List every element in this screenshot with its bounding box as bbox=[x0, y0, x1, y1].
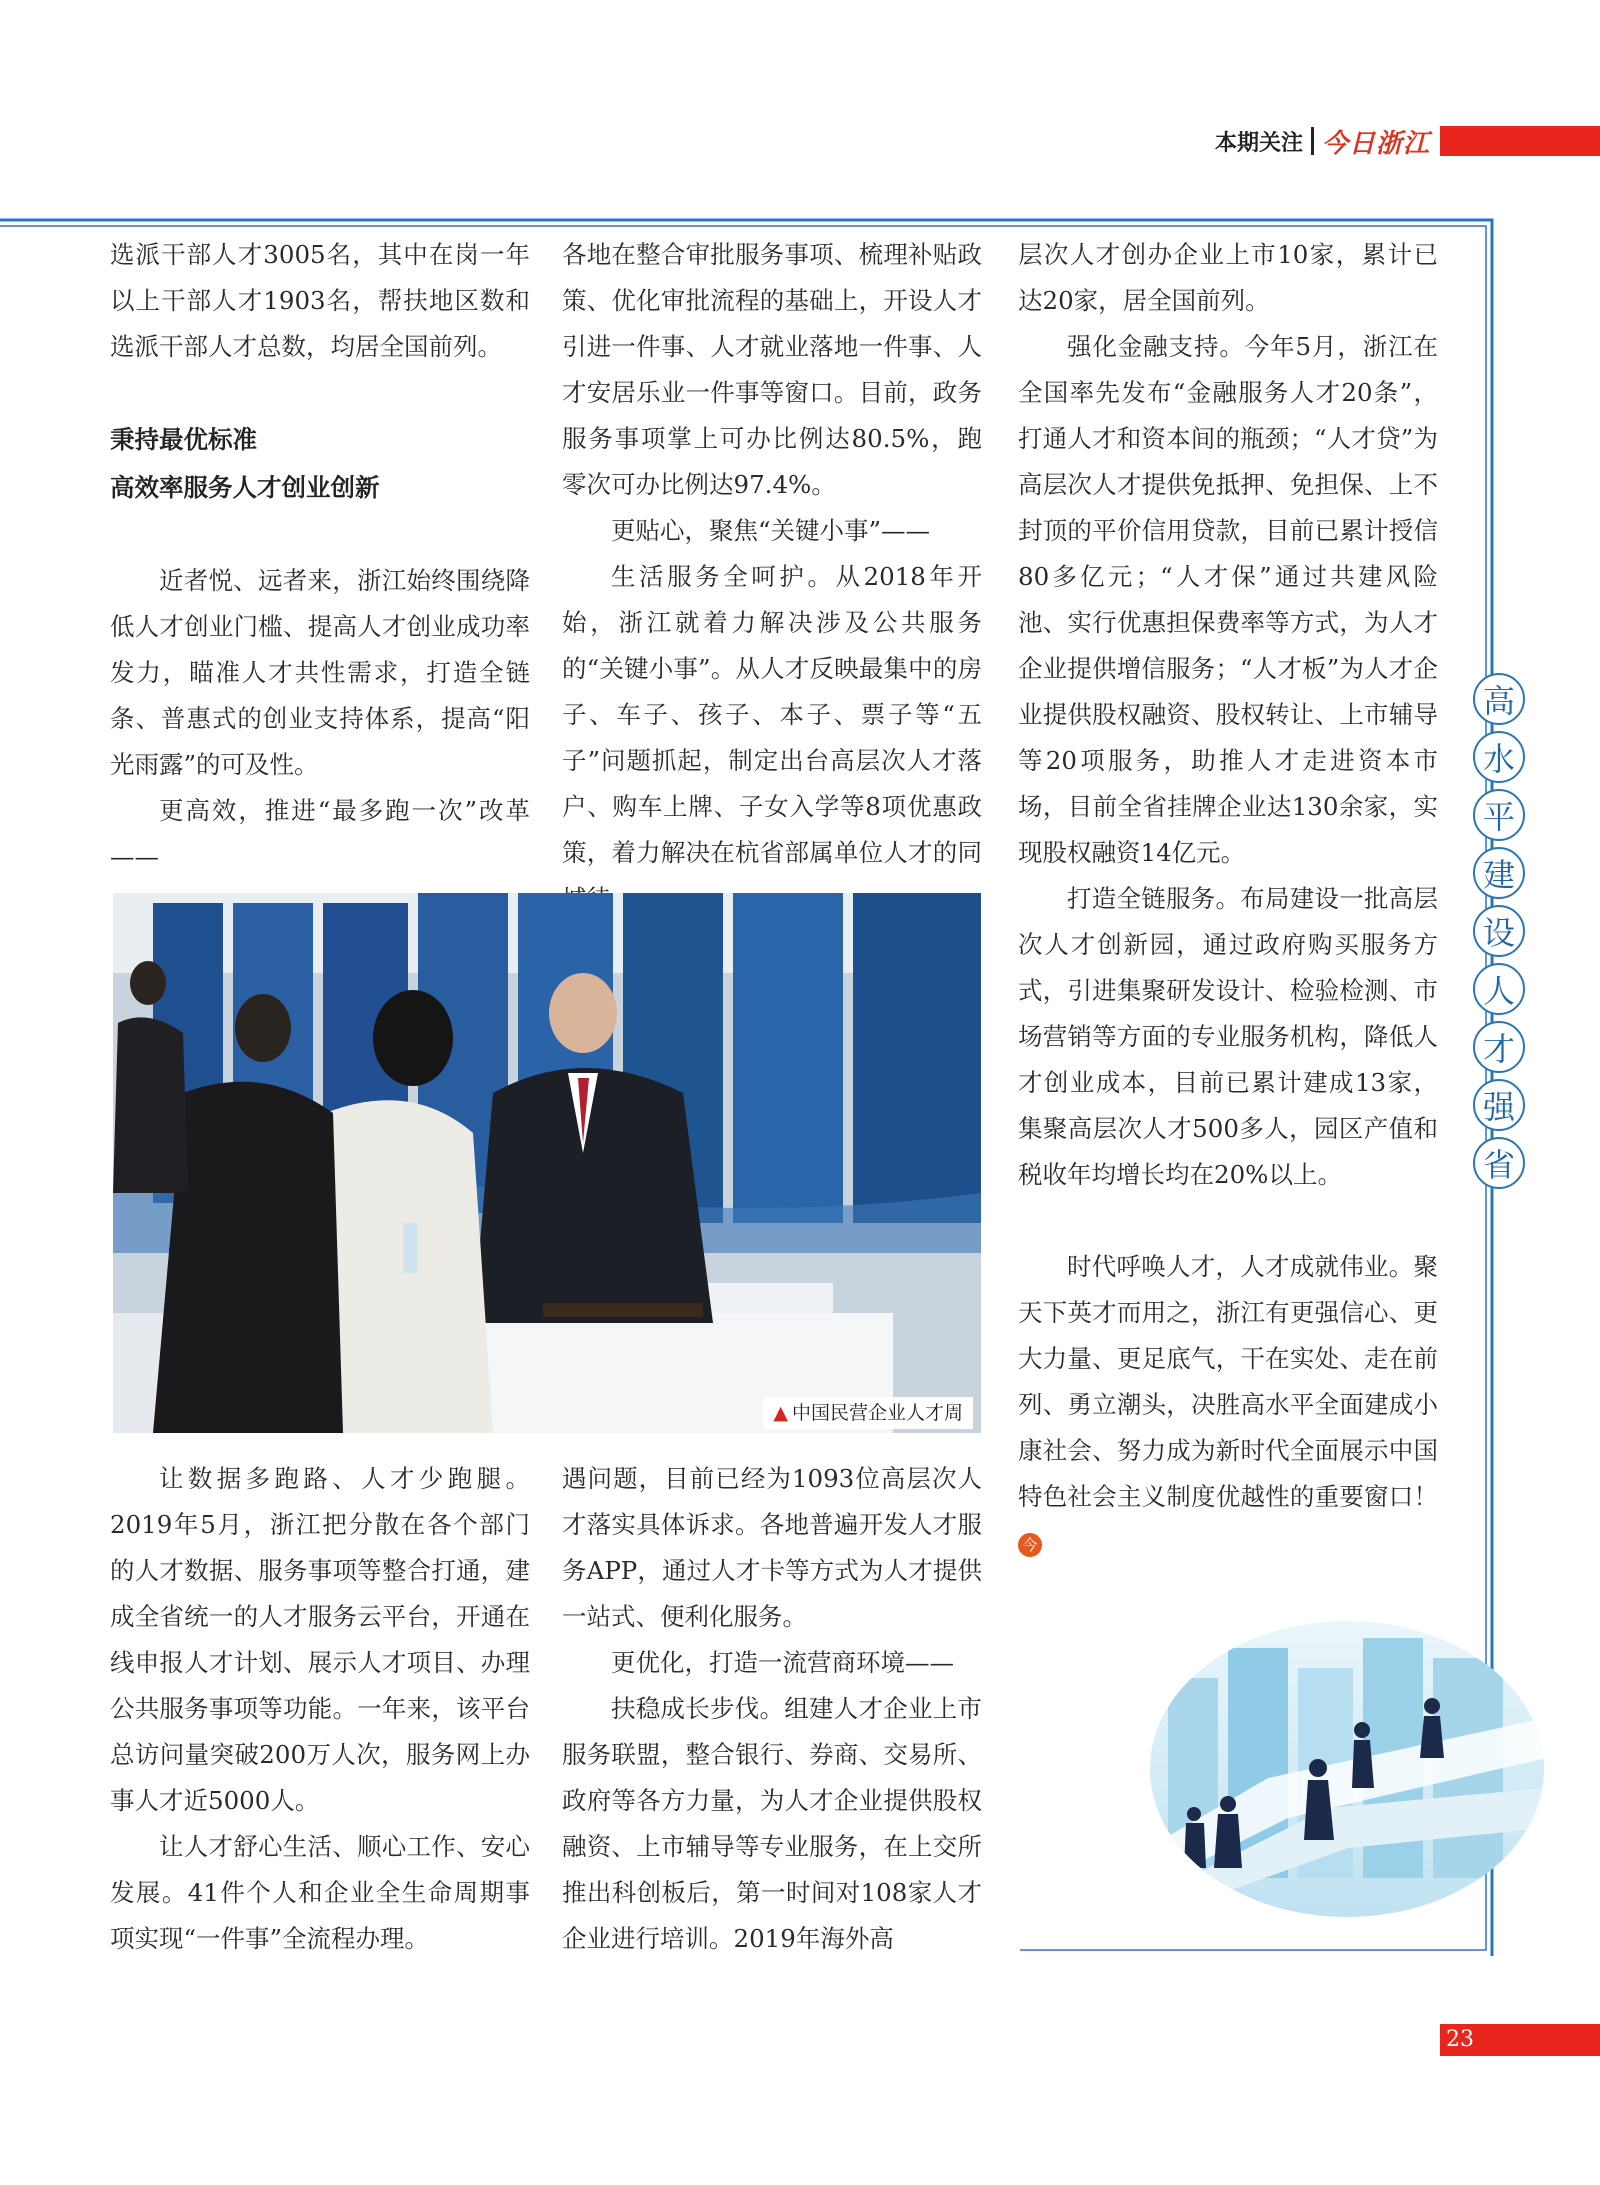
paragraph: 扶稳成长步伐。组建人才企业上市服务联盟，整合银行、券商、交易所、政府等各方力量，为人才企业提供股权融资、上市辅导等专业服务，在上交所推出科创板后，第一时间对108家人才企业进行培训。2019年海外高 bbox=[562, 1694, 982, 1953]
photo-caption: ▲ 中国民营企业人才周 bbox=[763, 1397, 973, 1429]
column-middle-top bbox=[562, 232, 982, 922]
title-char: 人 bbox=[1473, 963, 1525, 1015]
vertical-title bbox=[1467, 673, 1531, 1189]
column-middle-bottom bbox=[562, 1456, 982, 1962]
title-char: 才 bbox=[1473, 1021, 1525, 1073]
column-left-bottom bbox=[110, 1456, 530, 1962]
page-number: 23 bbox=[1446, 2027, 1474, 2052]
paragraph: 层次人才创办企业上市10家，累计已达20家，居全国前列。 bbox=[1018, 240, 1438, 315]
title-char: 设 bbox=[1473, 905, 1525, 957]
header-red-bar bbox=[1440, 126, 1600, 156]
paragraph: 更优化，打造一流营商环境—— bbox=[611, 1648, 954, 1677]
closing-paragraph: 时代呼唤人才，人才成就伟业。聚天下英才而用之，浙江有更强信心、更大力量、更足底气，干在实处、走在前列、勇立潮头，决胜高水平全面建成小康社会、努力成为新时代全面展示中国特色社会主义制度优越性的重要窗口！今 bbox=[1018, 1244, 1438, 1566]
paragraph: 各地在整合审批服务事项、梳理补贴政策、优化审批流程的基础上，开设人才引进一件事、人才就业落地一件事、人才安居乐业一件事等窗口。目前，政务服务事项掌上可办比例达80.5%，跑零次可办比例达97.4%。 bbox=[562, 240, 982, 499]
paragraph: 更高效，推进“最多跑一次”改革—— bbox=[110, 796, 530, 871]
paragraph: 更贴心，聚焦“关键小事”—— bbox=[611, 516, 931, 545]
event-photo bbox=[113, 893, 981, 1433]
column-right bbox=[1018, 232, 1438, 1566]
subheading: 秉持最优标准 bbox=[110, 425, 257, 454]
paragraph: 打造全链服务。布局建设一批高层次人才创新园，通过政府购买服务方式，引进集聚研发设计、检验检测、市场营销等方面的专业服务机构，降低人才创业成本，目前已累计建成13家，集聚高层次人才500多人，园区产值和税收年均增长均在20%以上。 bbox=[1018, 884, 1438, 1189]
title-char: 平 bbox=[1473, 789, 1525, 841]
page-header bbox=[1214, 126, 1600, 159]
title-char: 水 bbox=[1473, 731, 1525, 783]
title-char: 强 bbox=[1473, 1079, 1525, 1131]
paragraph: 遇问题，目前已经为1093位高层次人才落实具体诉求。各地普遍开发人才服务APP，通过人才卡等方式为人才提供一站式、便利化服务。 bbox=[562, 1464, 982, 1631]
paragraph: 生活服务全呵护。从2018年开始，浙江就着力解决涉及公共服务的“关键小事”。从人才反映最集中的房子、车子、孩子、本子、票子等“五子”问题抓起，制定出台高层次人才落户、购车上牌、子女入学等8项优惠政策，着力解决在杭省部属单位人才的同 bbox=[562, 562, 982, 867]
decorative-illustration bbox=[1148, 1618, 1546, 1920]
title-char: 建 bbox=[1473, 847, 1525, 899]
paragraph: 让人才舒心生活、顺心工作、安心发展。41件个人和企业全生命周期事项实现“一件事”全流程办理。 bbox=[110, 1832, 530, 1953]
paragraph: 选派干部人才3005名，其中在岗一年以上干部人才1903名，帮扶地区数和选派干部人才总数，均居全国前列。 bbox=[110, 240, 530, 361]
subheading: 高效率服务人才创业创新 bbox=[110, 473, 380, 502]
end-mark-icon: 今 bbox=[1018, 1533, 1042, 1557]
paragraph: 让数据多跑路、人才少跑腿。2019年5月，浙江把分散在各个部门的人才数据、服务事项等整合打通，建成全省统一的人才服务云平台，开通在线申报人才计划、展示人才项目、办理公共服务事项等功能。一年来，该平台总访问量突破200万人次，服务网上办事人才近5000人。 bbox=[110, 1464, 530, 1815]
paragraph: 近者悦、远者来，浙江始终围绕降低人才创业门槛、提高人才创业成功率发力，瞄准人才共性需求，打造全链条、普惠式的创业支持体系，提高“阳光雨露”的可及性。 bbox=[110, 566, 530, 779]
magazine-logo: 今日浙江 bbox=[1321, 128, 1430, 159]
section-label: 本期关注 bbox=[1214, 130, 1303, 156]
header-divider bbox=[1311, 127, 1314, 155]
photo-illustration bbox=[113, 893, 981, 1433]
title-char: 高 bbox=[1473, 673, 1525, 725]
triangle-icon: ▲ bbox=[773, 1402, 788, 1424]
paragraph: 强化金融支持。今年5月，浙江在全国率先发布“金融服务人才20条”，打通人才和资本间的瓶颈；“人才贷”为高层次人才提供免抵押、免担保、上不封顶的平价信用贷款，目前已累计授信80多亿元；“人才保”通过共建风险池、实行优惠担保费率等方式，为人才企业提供增信服务；“人才板”为人才企业提供股权融资、股权转让、上市辅导等20项服务，助推人才走进资本市场，目前全省挂牌企业达130余家，实现股权融资14亿元。 bbox=[1018, 332, 1438, 867]
column-left-top bbox=[110, 232, 530, 880]
title-char: 省 bbox=[1473, 1137, 1525, 1189]
